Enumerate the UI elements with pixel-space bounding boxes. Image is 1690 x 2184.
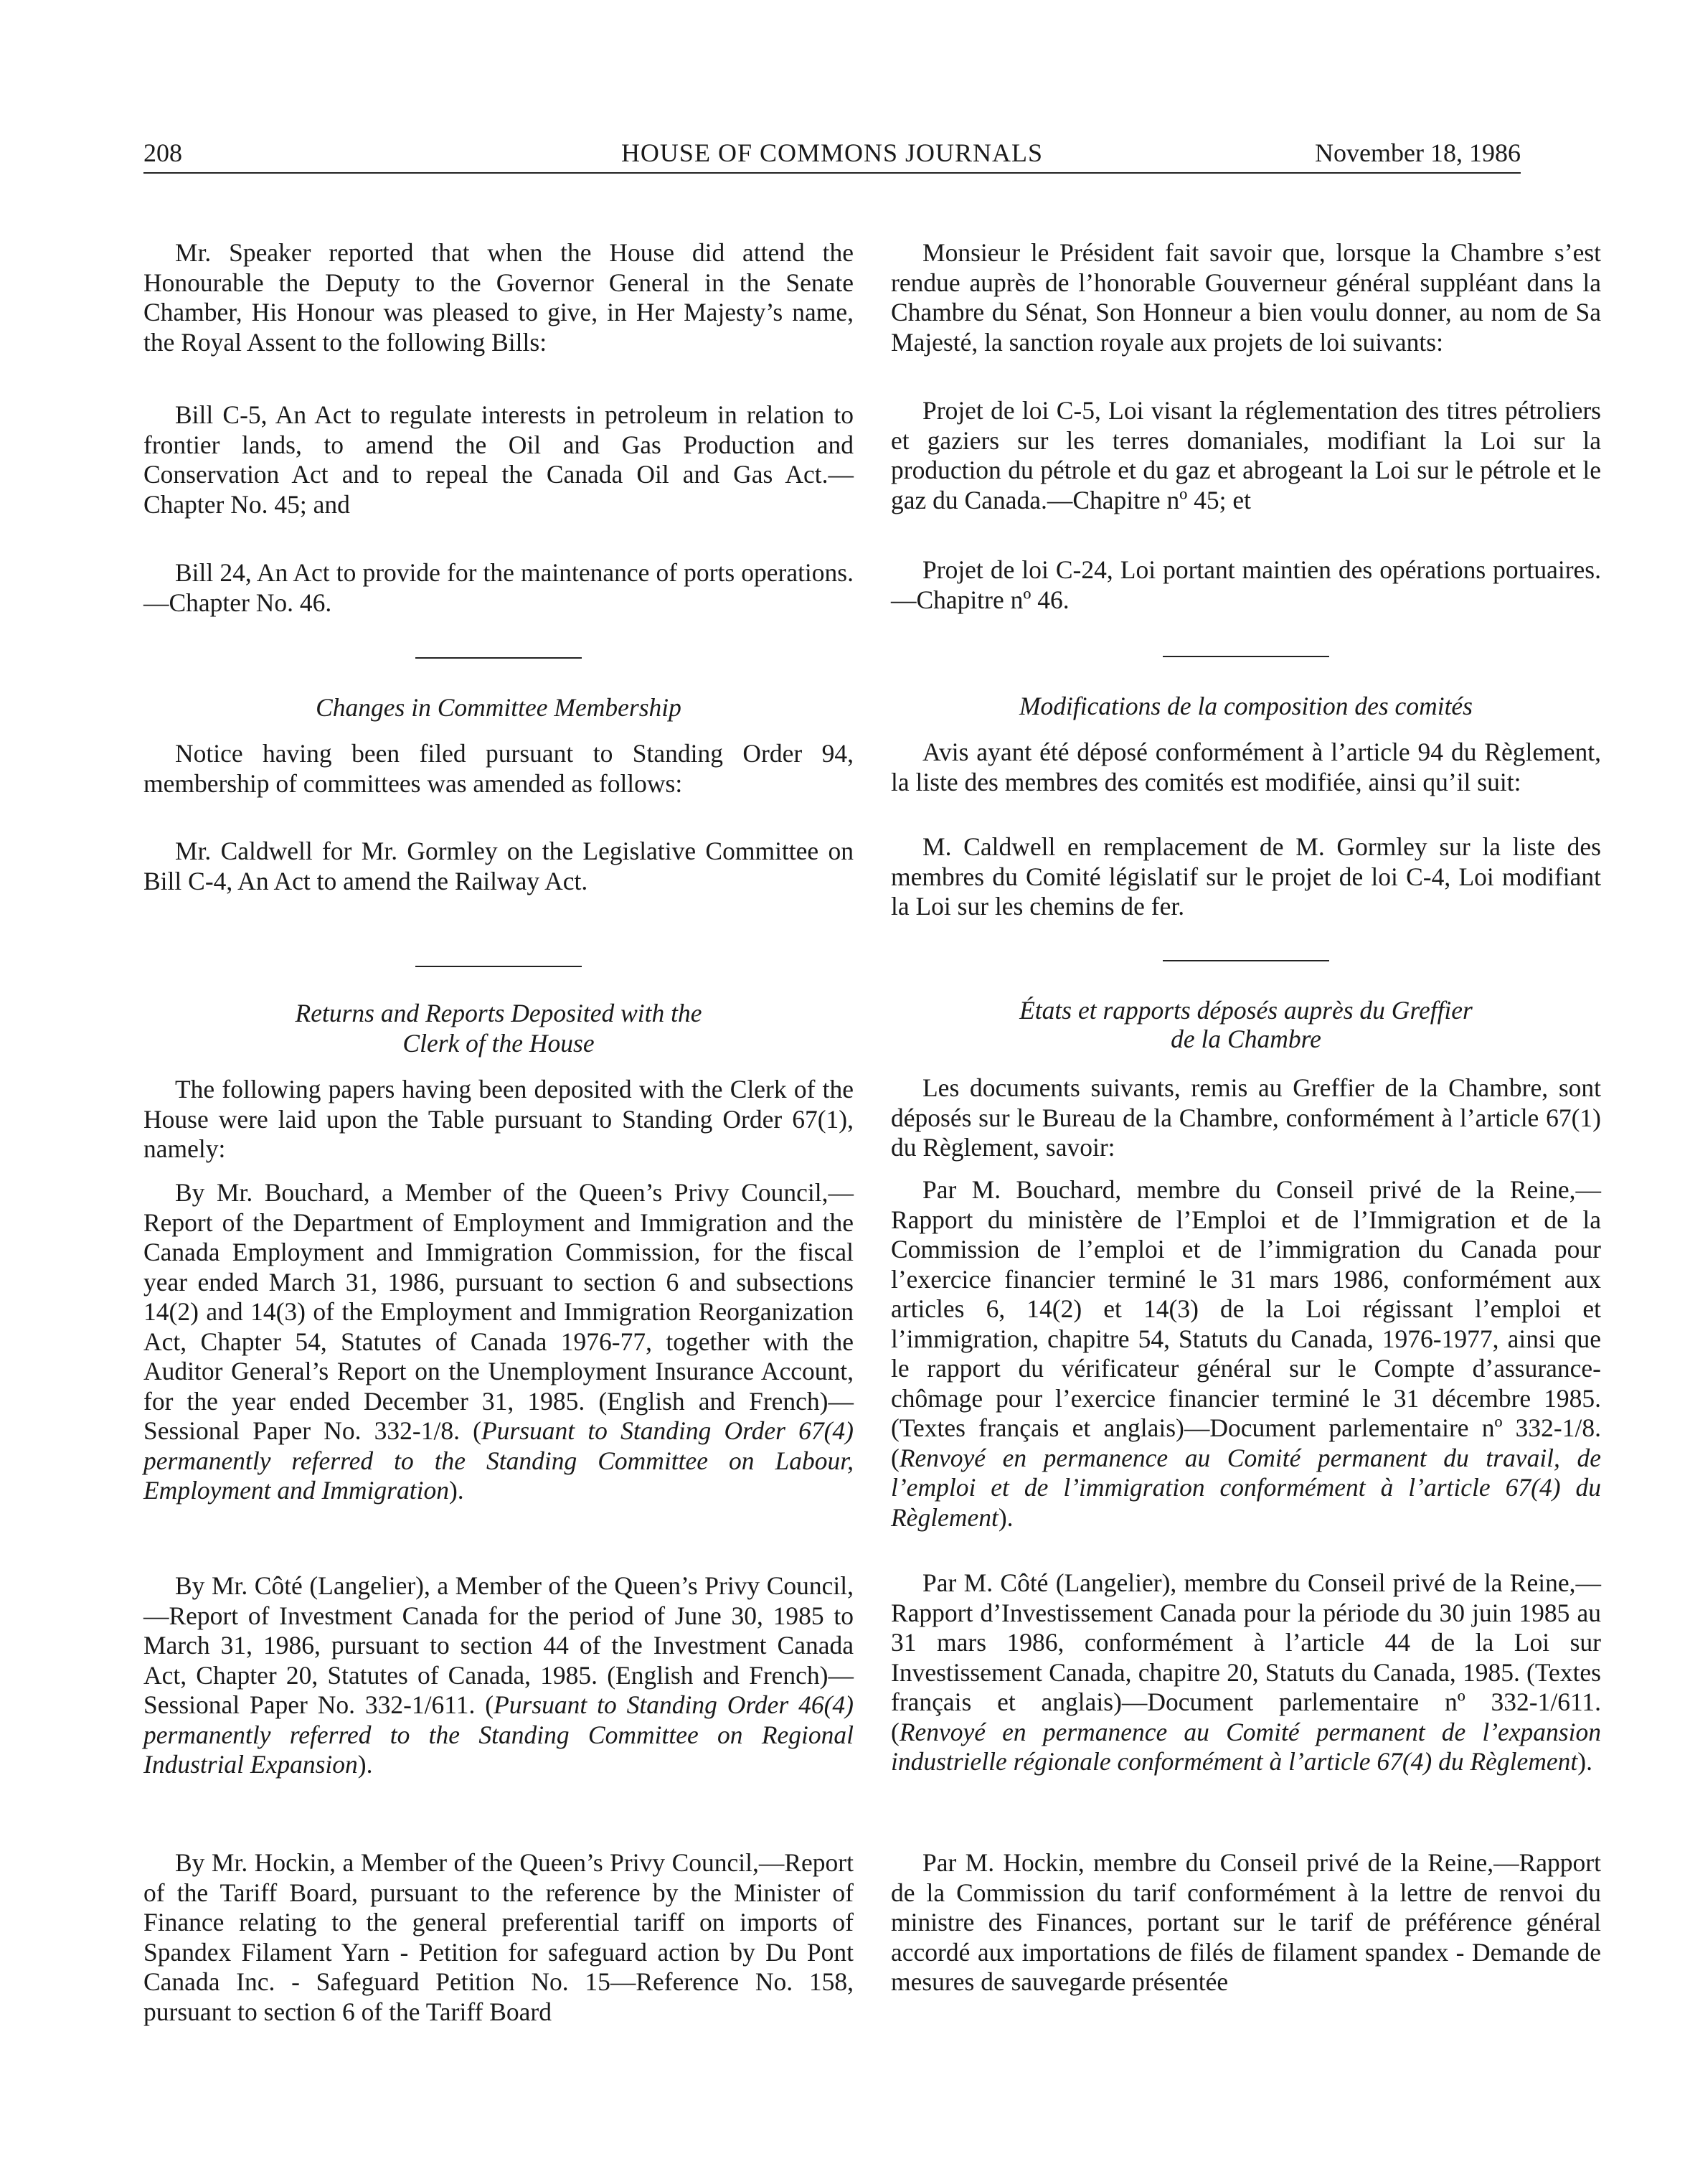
en-returns-intro: The following papers having been deposited with the Clerk of the House were laid upon the Table pursuant to Standing Order 67(1), namely: <box>143 1075 854 1163</box>
fr-cote-end: ). <box>1577 1747 1592 1776</box>
en-bouchard-text: By Mr. Bouchard, a Member of the Queen’s Privy Council,—Report of the Department of Employment and Immigration and the Canada Employment and Immigration Commission, for the fiscal year ended March 31, 1986, pursuant to section 6 and subsections 14(2) and 14(3) of the Employment and Immigration Reorganization Act, Chapter 54, Statutes of Canada 1976-77, together with the Auditor General’s Report on the Unemployment Insurance Account, for the year ended December 31, 1985. (English and French)—Sessional Paper No. 332-1/8. ( <box>143 1178 854 1445</box>
en-returns-heading-2: Clerk of the House <box>402 1029 595 1058</box>
en-hockin-report: By Mr. Hockin, a Member of the Queen’s Privy Council,—Report of the Tariff Board, pursuant to the reference by the Minister of Finance relating to the general preferential tariff on imports of Spandex Filament Yarn - Petition for safeguard action by Du Pont Canada Inc. - Safeguard Petition No. 15—Reference No. 158, pursuant to section 6 of the Tariff Board <box>143 1848 854 2026</box>
en-cote-text: By Mr. Côté (Langelier), a Member of the Queen’s Privy Council,—Report of Investment Canada for the period of June 30, 1985 to March 31, 1986, pursuant to section 44 of the Investment Canada Act, Chapter 20, Statutes of Canada, 1985. (English and French)—Sessional Paper No. 332-1/611. ( <box>143 1571 854 1719</box>
journal-date: November 18, 1986 <box>1315 138 1521 167</box>
fr-committee-notice: Avis ayant été déposé conformément à l’article 94 du Règlement, la liste des membres des comités est modifiée, ainsi qu’il suit: <box>891 738 1601 796</box>
en-bouchard-end: ). <box>448 1476 464 1505</box>
fr-bouchard-end: ). <box>998 1502 1014 1532</box>
fr-bouchard-text: Par M. Bouchard, membre du Conseil privé de la Reine,—Rapport du ministère de l’Emploi et de l’Immigration et de la Commission de l’emploi et de l’immigration du Canada pour l’exercice financier terminé le 31 mars 1986, conformément aux articles 6, 14(2) et 14(3) de la Loi régissant l’emploi et l’immigration, chapitre 54, Statuts du Canada, 1976-1977, ainsi que le rapport du vérificateur général sur le Compte d’assurance-chômage pour l’exercice financier terminé le 31 décembre 1985. (Textes français et anglais)—Document parlementaire nº 332-1/8. ( <box>891 1175 1601 1472</box>
fr-cote-report <box>891 1568 1601 1777</box>
en-bill-24: Bill 24, An Act to provide for the maintenance of ports operations.—Chapter No. 46. <box>143 558 854 617</box>
fr-returns-heading-1: États et rapports déposés auprès du Greffier <box>1019 996 1473 1025</box>
fr-bill-c5: Projet de loi C-5, Loi visant la réglementation des titres pétroliers et gaziers sur les terres domaniales, modifiant la Loi sur la production du pétrole et du gaz et abrogeant la Loi sur le pétrole et le gaz du Canada.—Chapitre nº 45; et <box>891 396 1601 514</box>
en-cote-report <box>143 1571 854 1780</box>
journal-title: HOUSE OF COMMONS JOURNALS <box>620 138 1044 167</box>
en-committee-heading: Changes in Committee Membership <box>316 693 681 722</box>
en-committee-notice: Notice having been filed pursuant to Standing Order 94, membership of committees was amended as follows: <box>143 739 854 798</box>
en-cote-end: ). <box>357 1750 373 1779</box>
fr-bouchard-report <box>891 1175 1601 1533</box>
en-committee-change: Mr. Caldwell for Mr. Gormley on the Legislative Committee on Bill C-4, An Act to amend the Railway Act. <box>143 837 854 895</box>
fr-separator-2 <box>1163 960 1329 961</box>
fr-hockin-report: Par M. Hockin, membre du Conseil privé de la Reine,—Rapport de la Commission du tarif conformément à la lettre de renvoi du ministre des Finances, portant sur le tarif de préférence général accordé aux importations de filés de filament spandex - Demande de mesures de sauvegarde présentée <box>891 1848 1601 1996</box>
fr-bouchard-referral: Renvoyé en permanence au Comité permanent du travail, de l’emploi et de l’immigration conformément à l’article 67(4) du Règlement <box>891 1443 1601 1532</box>
en-cote-referral: Pursuant to Standing Order 46(4) permanently referred to the Standing Committee on Regional Industrial Expansion <box>143 1690 854 1779</box>
fr-cote-referral: Renvoyé en permanence au Comité permanent de l’expansion industrielle régionale conformément à l’article 67(4) du Règlement <box>891 1717 1601 1776</box>
fr-bill-24: Projet de loi C-24, Loi portant maintien des opérations portuaires.—Chapitre nº 46. <box>891 555 1601 614</box>
page-header <box>143 138 1521 175</box>
en-returns-heading-1: Returns and Reports Deposited with the <box>295 999 702 1027</box>
en-bill-c5: Bill C-5, An Act to regulate interests in petroleum in relation to frontier lands, to amend the Oil and Gas Production and Conservation Act and to repeal the Canada Oil and Gas Act.—Chapter No. 45; and <box>143 400 854 519</box>
fr-committee-heading: Modifications de la composition des comités <box>1019 692 1473 720</box>
en-bouchard-referral: Pursuant to Standing Order 67(4) permanently referred to the Standing Committee on Labour, Employment and Immigration <box>143 1416 854 1505</box>
fr-cote-text: Par M. Côté (Langelier), membre du Conseil privé de la Reine,—Rapport d’Investissement Canada pour la période du 30 juin 1985 au 31 mars 1986, conformément à l’article 44 de la Loi sur Investissement Canada, chapitre 20, Statuts du Canada, 1985. (Textes français et anglais)—Document parlementaire nº 332-1/611. ( <box>891 1568 1601 1746</box>
fr-assent-intro: Monsieur le Président fait savoir que, lorsque la Chambre s’est rendue auprès de l’honorable Gouverneur général suppléant dans la Chambre du Sénat, Son Honneur a bien voulu donner, au nom de Sa Majesté, la sanction royale aux projets de loi suivants: <box>891 238 1601 357</box>
en-separator-1 <box>415 657 582 659</box>
fr-separator-1 <box>1163 656 1329 657</box>
en-assent-intro: Mr. Speaker reported that when the House did attend the Honourable the Deputy to the Governor General in the Senate Chamber, His Honour was pleased to give, in Her Majesty’s name, the Royal Assent to the following Bills: <box>143 238 854 357</box>
fr-committee-change: M. Caldwell en remplacement de M. Gormley sur la liste des membres du Comité législatif sur le projet de loi C-4, Loi modifiant la Loi sur les chemins de fer. <box>891 832 1601 921</box>
header-rule <box>143 172 1521 174</box>
page-number: 208 <box>143 138 182 167</box>
en-separator-2 <box>415 966 582 967</box>
fr-returns-intro: Les documents suivants, remis au Greffier de la Chambre, sont déposés sur le Bureau de la Chambre, conformément à l’article 67(1) du Règlement, savoir: <box>891 1073 1601 1162</box>
en-bouchard-report <box>143 1178 854 1506</box>
fr-returns-heading-2: de la Chambre <box>1171 1025 1321 1053</box>
